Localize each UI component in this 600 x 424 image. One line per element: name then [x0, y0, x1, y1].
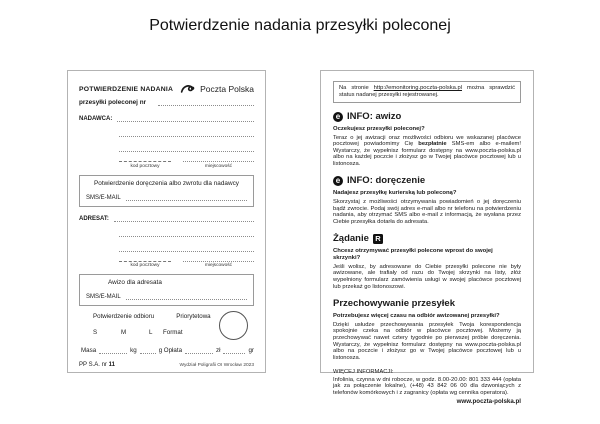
- mass-value-field: [99, 347, 127, 354]
- section-zadanie-heading: [333, 233, 521, 244]
- options-area: [79, 313, 254, 340]
- section-awizo-question: Oczekujesz przesyłki poleconej?: [333, 126, 425, 132]
- addressee-line-2: [119, 230, 254, 237]
- more-info-body: Infolinia, czynna w dni robocze, w godz. 8.00-20.00: 801 333 444 (opłata jak za połączenie lokalne), (+48) 43 842 06 00 dla dzwoniących z telefonów komórkowych i z zagranicy (opłata wg cennika operatora).: [333, 376, 521, 396]
- section-zadanie-title: Żądanie: [333, 233, 369, 245]
- e-circle-icon: e: [333, 112, 343, 122]
- status-text-post: można sprawdzić status nadanej przesyłki rejestrowanej.: [339, 85, 515, 98]
- mass-g-unit: g: [158, 347, 163, 354]
- emonitoring-link[interactable]: http://emonitoring.poczta-polska.pl: [373, 85, 462, 91]
- sender-postal-code-field: [119, 157, 171, 162]
- section-przechowywanie-question: Potrzebujesz więcej czasu na odbiór awizowanej przesyłki?: [333, 313, 500, 320]
- form-title: POTWIERDZENIE NADANIA: [79, 86, 174, 93]
- fee-zl-field: [185, 347, 213, 354]
- sender-line-3: [119, 145, 254, 152]
- sender-line-1: [117, 115, 254, 122]
- fee-label: Opłata: [163, 347, 183, 354]
- section-przechowywanie-title: Przechowywanie przesyłek: [333, 298, 455, 310]
- city-label: miejscowość: [204, 163, 233, 169]
- section-awizo-heading: [333, 111, 521, 122]
- sender-line-2: [119, 130, 254, 137]
- section-przechowywanie-heading: [333, 298, 521, 309]
- status-info-box: [333, 81, 521, 103]
- priority-label: Priorytetowa: [176, 313, 211, 320]
- section-doreczenie-title: INFO: doręczenie: [347, 175, 426, 187]
- postal-code-label: kod pocztowy: [130, 163, 160, 169]
- awizo-box: [79, 274, 254, 306]
- addressee-row: [79, 215, 254, 222]
- page-title: Potwierdzenie nadania przesyłki poleconej: [149, 17, 451, 34]
- addressee-postal-city-row: [119, 257, 254, 269]
- addressee-sms-email-field: [126, 293, 247, 300]
- awizo-body-bold: bezpłatnie: [418, 141, 447, 148]
- section-przechowywanie-body: Dzięki usłudze przechowywania przesyłek Twoja korespondencja spokojnie czeka na odbiór w placówce pocztowej. Możemy ją przechowywać nawet cztery tygodnie po pierwszej próbie doręczenia. Wystarczy, że wypełnisz formularz dostępny na www.poczta-polska.pl albo na poczcie i złożysz go w Twojej placówce pocztowej lub u listonosza.: [333, 321, 521, 361]
- size-s-label: S: [93, 329, 98, 336]
- sender-label: NADAWCA:: [79, 116, 113, 122]
- date-stamp-circle: [219, 311, 248, 340]
- section-awizo-title: INFO: awizo: [347, 111, 402, 122]
- print-note: Wydział Poligrafii OI Wrocław 2023: [179, 363, 254, 368]
- section-doreczenie-body: Skorzystaj z możliwości otrzymywania powiadomień o jej doręczeniu bądź zwrocie. Podaj swój adres e-mail albo nr telefonu na potwierdzeniu nadania, aby otrzymać SMS albo e-mail z informacją, że wysłana przez Ciebie przesyłka dotarła do adresata.: [333, 198, 521, 225]
- receipt-confirmation-label: Potwierdzenie odbioru: [93, 313, 155, 320]
- form-code-prefix: PP S.A. nr: [79, 362, 109, 368]
- sender-sms-email-field: [126, 194, 247, 201]
- fee-zl-unit: zł: [216, 347, 221, 354]
- section-doreczenie-question: Nadajesz przesyłkę kurierską lub poleconą?: [333, 190, 457, 197]
- form-subtitle: przesyłki poleconej nr: [79, 99, 147, 106]
- awizo-body-pre: Teraz o jej awizacji oraz możliwości odbioru we wskazanej placówce pocztowej powiadomimy Cię: [333, 134, 521, 148]
- awizo-body-post: SMS-em albo e-mailem! Wystarczy, że wypełnisz formularz dostępny na www.poczta-polska.pl albo na każdej poczcie i złożysz go w Twojej placówce pocztowej lub u listonosza.: [333, 141, 521, 167]
- brand-logo: [180, 83, 254, 94]
- addressee-line-1: [114, 215, 254, 222]
- section-awizo-body: [333, 135, 521, 168]
- format-label: Format: [163, 329, 183, 336]
- section-zadanie-body: Jeśli wolisz, by adresowane do Ciebie przesyłki polecone nie były awizowane, ale trafiały od razu do Twojej skrzynki na listy, złóż wypełniony formularz zamówienia usługi w swojej placówce pocztowej lub przekaż go listonoszowi.: [333, 263, 521, 290]
- form-footer: [79, 362, 254, 368]
- size-l-label: L: [149, 329, 153, 336]
- awizo-box-title: Awizo dla adresata: [108, 279, 162, 286]
- section-zadanie-question: Chcesz otrzymywać przesyłki polecone wprost do swojej skrzynki?: [333, 248, 493, 262]
- form-header: [79, 83, 254, 94]
- fee-gr-unit: gr: [248, 347, 254, 354]
- delivery-confirmation-box: [79, 175, 254, 207]
- addressee-line-3: [119, 245, 254, 252]
- submission-form-panel: [67, 70, 266, 373]
- registered-number-row: [79, 99, 254, 106]
- mass-kg-unit: kg: [130, 347, 137, 354]
- form-code-number: 11: [108, 362, 115, 368]
- e-circle-icon: e: [333, 176, 343, 186]
- sender-sms-email-label: SMS/E-MAIL: [86, 194, 121, 201]
- mass-fee-row: [79, 347, 254, 354]
- brand-name: Poczta Polska: [200, 83, 254, 94]
- delivery-confirmation-title: Potwierdzenie doręczenia albo zwrotu dla nadawcy: [94, 179, 239, 187]
- website-link[interactable]: www.poczta-polska.pl: [456, 398, 521, 406]
- mass-label: Masa: [81, 347, 97, 354]
- section-doreczenie-heading: [333, 175, 521, 186]
- postal-horn-icon: [180, 83, 197, 94]
- sender-postal-city-row: [119, 157, 254, 169]
- addressee-sms-email-label: SMS/E-MAIL: [86, 294, 121, 300]
- form-code: [79, 362, 115, 368]
- fee-gr-field: [223, 347, 245, 354]
- size-m-label: M: [121, 329, 127, 336]
- addressee-city-field: [183, 257, 254, 262]
- mass-g-field: [140, 347, 156, 354]
- city-label: miejscowość: [204, 263, 233, 268]
- status-text-pre: Na stronie: [339, 85, 374, 91]
- addressee-label: ADRESAT:: [79, 215, 109, 222]
- registered-number-field: [158, 99, 254, 106]
- more-info-label: WIĘCEJ INFORMACJI:: [333, 369, 394, 376]
- sender-city-field: [183, 157, 254, 162]
- postal-code-label: kod pocztowy: [130, 263, 160, 268]
- info-panel: [320, 70, 534, 406]
- r-square-icon: R: [373, 234, 383, 244]
- sender-row: [79, 115, 254, 122]
- addressee-postal-code-field: [119, 257, 171, 262]
